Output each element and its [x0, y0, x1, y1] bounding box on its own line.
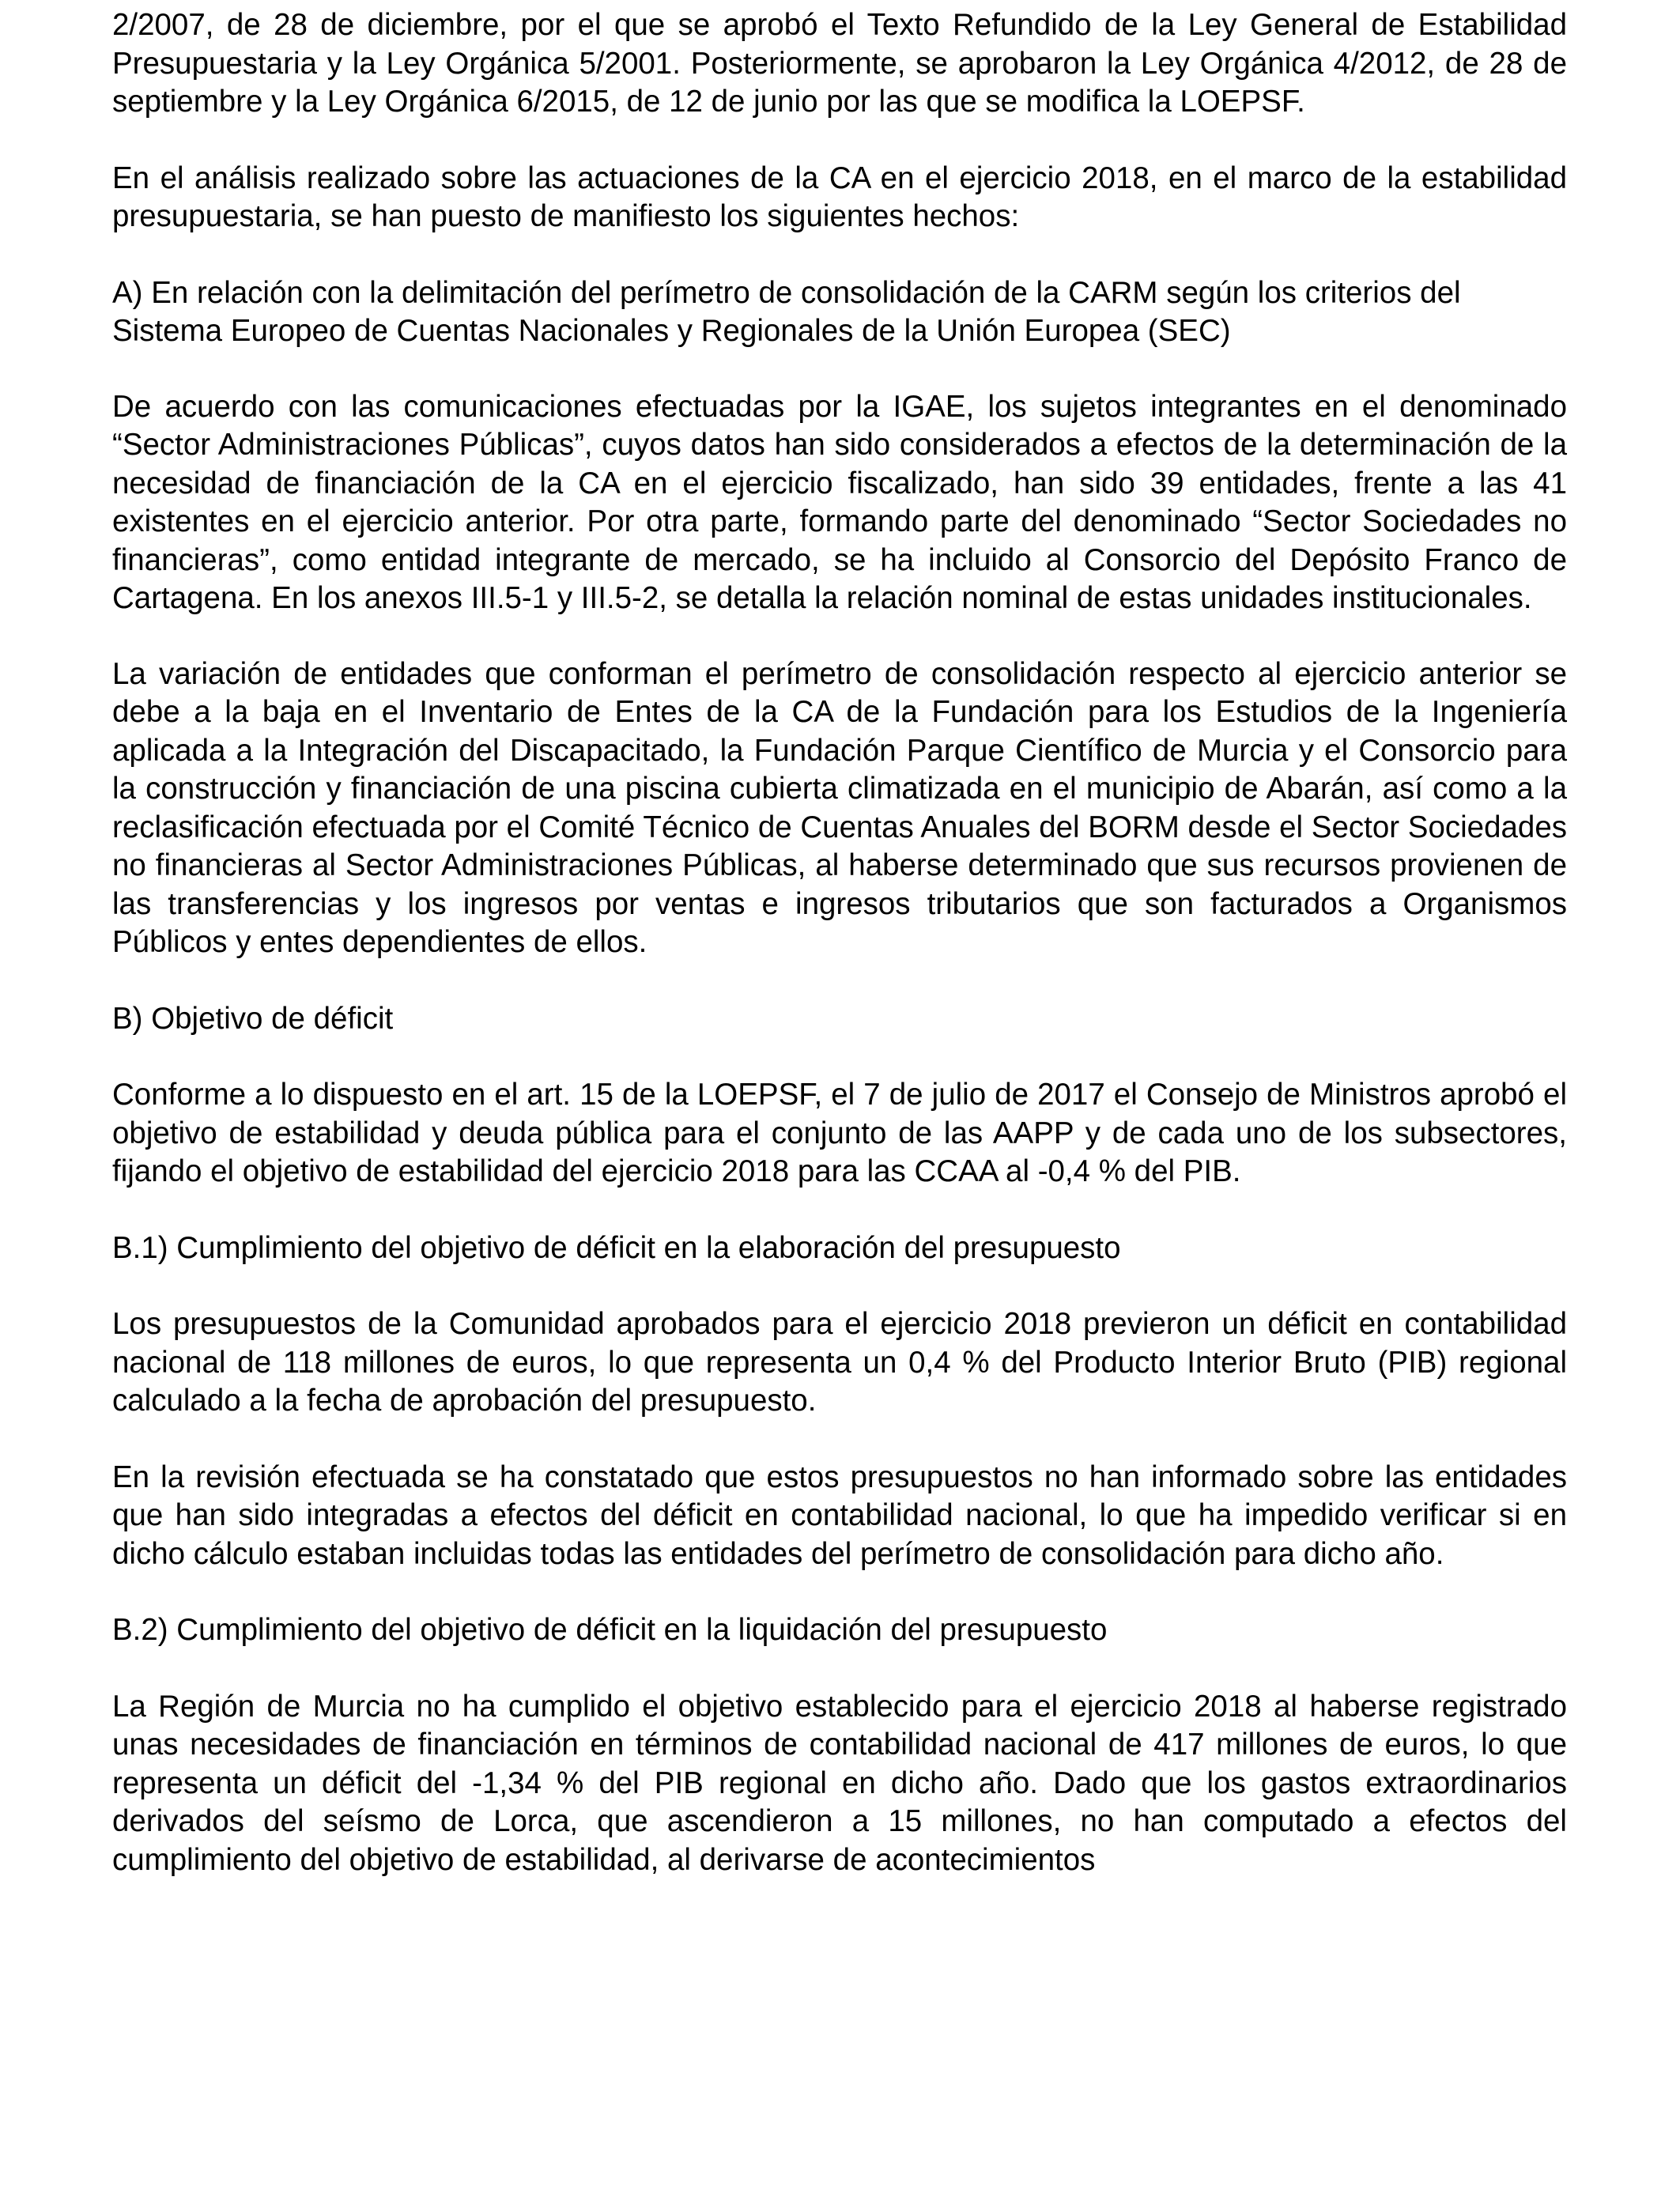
paragraph-revision: En la revisión efectuada se ha constatado que estos presupuestos no han informado sobre las entidades que han sido integradas a efectos del déficit en contabilidad nacional, lo que ha impedido verificar si en dicho cálculo estaban incluidas todas las entidades del perímetro de consolidación para dicho año. — [112, 1460, 1567, 1571]
heading-section-a: A) En relación con la delimitación del perímetro de consolidación de la CARM según los criterios del Sistema Europeo de Cuentas Nacionales y Regionales de la Unión Europea (SEC) — [112, 275, 1461, 348]
heading-section-b2: B.2) Cumplimiento del objetivo de déficit en la liquidación del presupuesto — [112, 1613, 1108, 1647]
heading-section-b1: B.1) Cumplimiento del objetivo de déficit en la elaboración del presupuesto — [112, 1230, 1121, 1265]
paragraph-igae: De acuerdo con las comunicaciones efectuadas por la IGAE, los sujetos integrantes en el denominado “Sector Administraciones Públicas”, cuyos datos han sido considerados a efectos de la determinación de la necesidad de financiación de la CA en el ejercicio fiscalizado, han sido 39 entidades, frente a las 41 existentes en el ejercicio anterior. Por otra parte, formando parte del denominado “Sector Sociedades no financieras”, como entidad integrante de mercado, se ha incluido al Consorcio del Depósito Franco de Cartagena. En los anexos III.5-1 y III.5-2, se detalla la relación nominal de estas unidades institucionales. — [112, 389, 1567, 615]
paragraph-analisis: En el análisis realizado sobre las actuaciones de la CA en el ejercicio 2018, en el marco de la estabilidad presupuestaria, se han puesto de manifiesto los siguientes hechos: — [112, 160, 1567, 233]
paragraph-ley-estabilidad: 2/2007, de 28 de diciembre, por el que se aprobó el Texto Refundido de la Ley General de Estabilidad Presupuestaria y la Ley Orgánica 5/2001. Posteriormente, se aprobaron la Ley Orgánica 4/2012, de 28 de septiembre y la Ley Orgánica 6/2015, de 12 de junio por las que se modifica la LOEPSF. — [112, 8, 1567, 119]
paragraph-objetivo-deficit: Conforme a lo dispuesto en el art. 15 de la LOEPSF, el 7 de julio de 2017 el Consejo de Ministros aprobó el objetivo de estabilidad y deuda pública para el conjunto de las AAPP y de cada uno de los subsectores, fijando el objetivo de estabilidad del ejercicio 2018 para las CCAA al -0,4 % del PIB. — [112, 1078, 1567, 1188]
document-page — [112, 6, 1567, 1879]
paragraph-presupuestos: Los presupuestos de la Comunidad aprobados para el ejercicio 2018 previeron un déficit en contabilidad nacional de 118 millones de euros, lo que representa un 0,4 % del Producto Interior Bruto (PIB) regional calculado a la fecha de aprobación del presupuesto. — [112, 1307, 1567, 1418]
heading-section-b: B) Objetivo de déficit — [112, 1001, 394, 1036]
paragraph-variacion-entidades: La variación de entidades que conforman el perímetro de consolidación respecto al ejercicio anterior se debe a la baja en el Inventario de Entes de la CA de la Fundación para los Estudios de la Ingeniería aplicada a la Integración del Discapacitado, la Fundación Parque Científico de Murcia y el Consorcio para la construcción y financiación de una piscina cubierta climatizada en el municipio de Abarán, así como a la reclasificación efectuada por el Comité Técnico de Cuentas Anuales del BORM desde el Sector Sociedades no financieras al Sector Administraciones Públicas, al haberse determinado que sus recursos provienen de las transferencias y los ingresos por ventas e ingresos tributarios que son facturados a Organismos Públicos y entes dependientes de ellos. — [112, 656, 1567, 959]
paragraph-region-murcia: La Región de Murcia no ha cumplido el objetivo establecido para el ejercicio 2018 al haberse registrado unas necesidades de financiación en términos de contabilidad nacional de 417 millones de euros, lo que representa un déficit del -1,34 % del PIB regional en dicho año. Dado que los gastos extraordinarios derivados del seísmo de Lorca, que ascendieron a 15 millones, no han computado a efectos del cumplimiento del objetivo de estabilidad, al derivarse de acontecimientos — [112, 1689, 1567, 1877]
